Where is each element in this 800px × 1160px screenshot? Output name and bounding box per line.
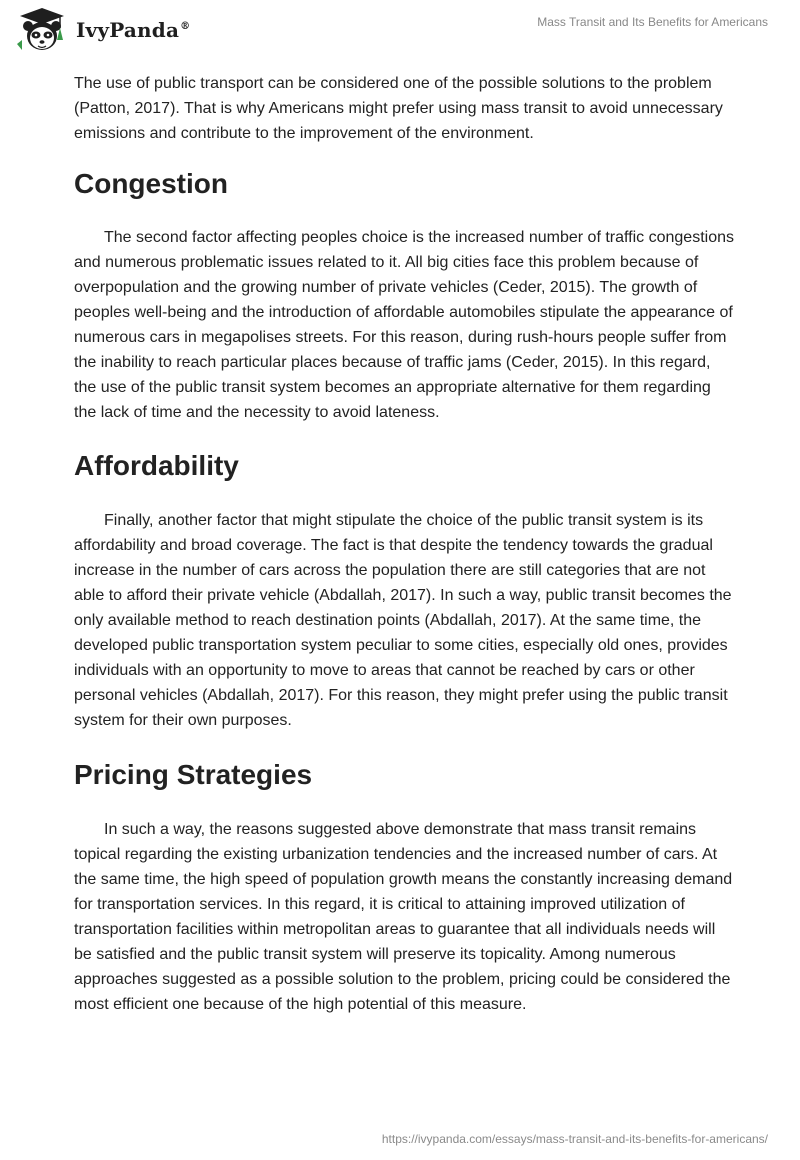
section-heading-congestion: Congestion [74,168,228,199]
section-paragraph-affordability: Finally, another factor that might stipulate the choice of the public transit system is its affordability and broad coverage. The fact is that despite the tendency towards the gradual increase in the number of cars across the population there are still categories that are not able to afford their private vehicle (Abdallah, 2017). In such a way, public transit becomes the only available method to reach destination points (Abdallah, 2017). At the same time, the developed public transportation system peculiar to some cities, especially old ones, provides individuals with an opportunity to move to areas that cannot be reached by cars or other personal vehicles (Abdallah, 2017). For this reason, they might prefer using the public transit system for their own purposes. [74,512,732,729]
registered-mark: ® [180,21,191,33]
page-header [0,0,800,60]
brand-logo[interactable] [14,6,190,54]
panda-graduate-logo-icon [14,6,70,54]
essay-content [74,71,734,1017]
section-paragraph-pricing-strategies: In such a way, the reasons suggested above demonstrate that mass transit remains topical regarding the existing urbanization tendencies and the increased number of cars. At the same time, the high speed of population growth means the constantly increasing demand for transportation services. In this regard, it is critical to attaining improved utilization of transportation facilities within metropolitan areas to guarantee that all individuals needs will be satisfied and the public transit system will preserve its topicality. Among numerous approaches suggested as a possible solution to the problem, pricing could be considered the most efficient one because of the high potential of this measure. [74,821,733,1013]
brand-name: IvyPanda® [76,18,191,42]
running-title: Mass Transit and Its Benefits for Americans [537,15,768,29]
section-paragraph-congestion: The second factor affecting peoples choice is the increased number of traffic congestions and numerous problematic issues related to it. All big cities face this problem because of overpopulation and the growing number of private vehicles (Ceder, 2015). The growth of peoples well-being and the introduction of affordable automobiles stipulate the appearance of numerous cars in megapolises streets. For this reason, during rush-hours people suffer from the inability to reach particular places because of traffic jams (Ceder, 2015). In this regard, the use of the public transit system becomes an appropriate alternative for them regarding the lack of time and the necessity to avoid lateness. [74,229,734,421]
section-heading-pricing-strategies: Pricing Strategies [74,759,313,790]
section-heading-affordability: Affordability [74,450,239,481]
source-url-link[interactable]: https://ivypanda.com/essays/mass-transit-and-its-benefits-for-americans/ [381,1132,768,1146]
intro-paragraph: The use of public transport can be considered one of the possible solutions to the problem (Patton, 2017). That is why Americans might prefer using mass transit to avoid unnecessary emissions and contribute to the improvement of the environment. [74,75,723,142]
